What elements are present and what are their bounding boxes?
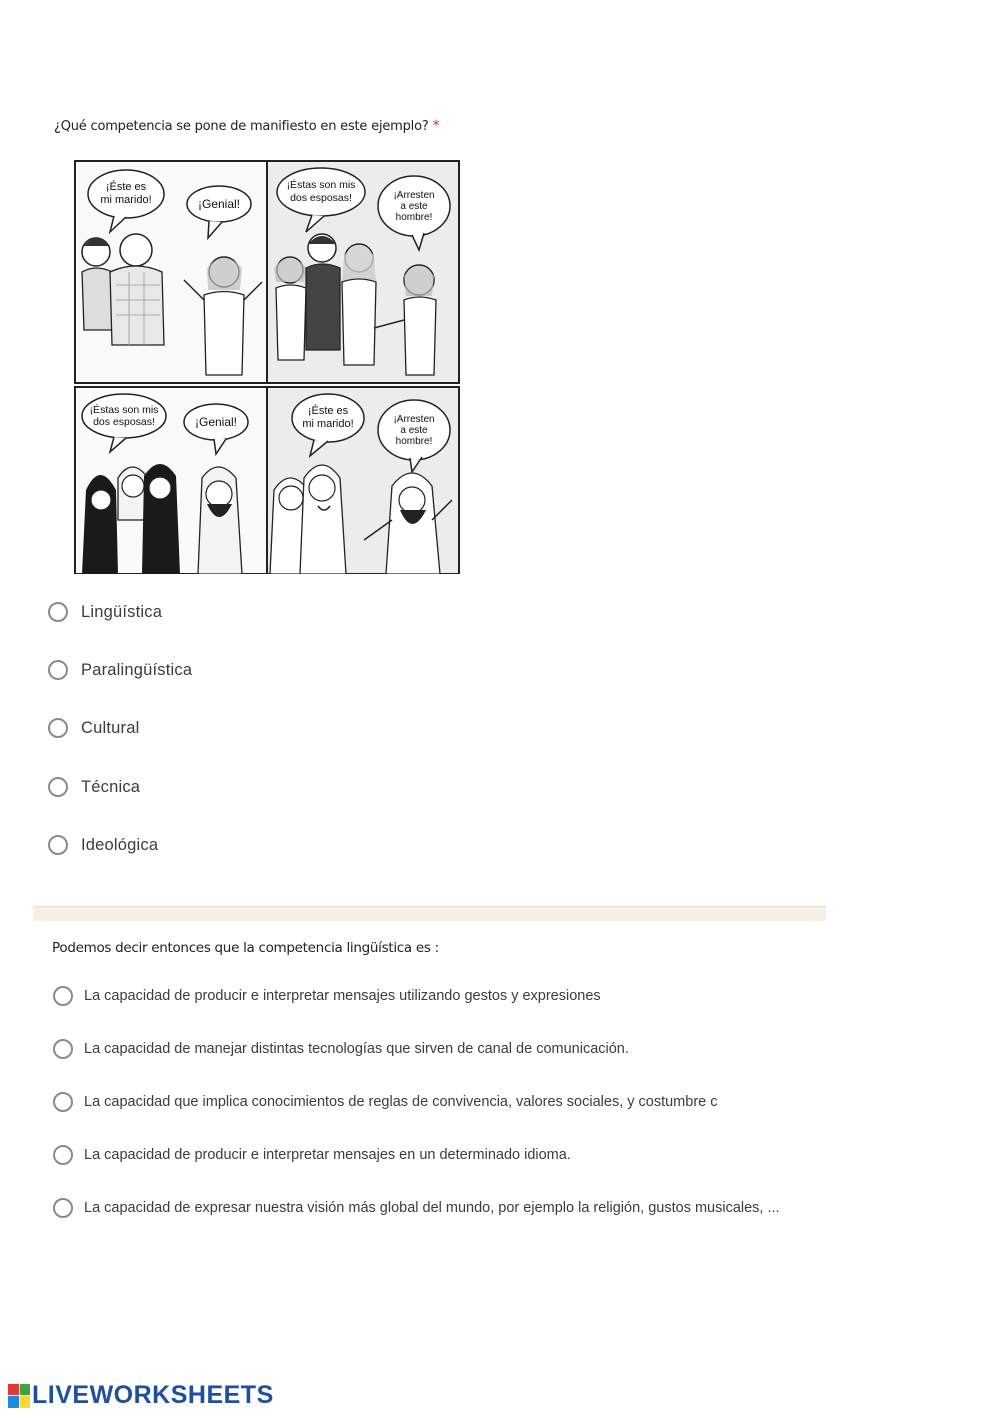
section-divider [33, 906, 826, 921]
bubble-text: dos esposas! [93, 416, 155, 428]
bubble-text: mi marido! [100, 194, 152, 206]
bubble-text: ¡Genial! [197, 197, 241, 211]
bubble-text: ¡Arresten [393, 414, 435, 425]
question-1-option-2[interactable] [48, 660, 192, 680]
option-label: La capacidad de producir e interpretar mensajes utilizando gestos y expresiones [84, 988, 601, 1004]
comic-panel-3 [75, 387, 267, 574]
radio-button[interactable] [53, 986, 73, 1006]
option-label: Ideológica [81, 835, 159, 854]
question-2-option-4[interactable] [53, 1145, 571, 1165]
bubble-text: hombre! [395, 212, 433, 223]
radio-button[interactable] [53, 1198, 73, 1218]
radio-button[interactable] [48, 602, 68, 622]
logo-text: LIVEWORKSHEETS [32, 1381, 274, 1409]
question-1-option-4[interactable] [48, 777, 140, 797]
bubble-text: ¡Éste es [307, 405, 349, 417]
bubble-text: ¡Éstas son mis [286, 179, 356, 191]
logo-grid-icon [8, 1384, 30, 1408]
question-2-option-2[interactable] [53, 1039, 629, 1059]
logo-tile [8, 1384, 19, 1396]
bubble-text: ¡Arresten [393, 190, 435, 201]
comic-illustration [74, 160, 460, 574]
radio-button[interactable] [48, 660, 68, 680]
radio-button[interactable] [53, 1145, 73, 1165]
radio-button[interactable] [48, 777, 68, 797]
bubble-text: mi marido! [302, 418, 354, 430]
radio-button[interactable] [48, 835, 68, 855]
bubble-text: dos esposas! [290, 192, 352, 204]
bubble-text: a este [400, 425, 428, 436]
bubble-text: a este [400, 201, 428, 212]
option-label: Cultural [81, 718, 140, 737]
option-label: La capacidad de producir e interpretar mensajes en un determinado idioma. [84, 1147, 571, 1163]
question-2-option-3[interactable] [53, 1092, 718, 1112]
question-1-option-5[interactable] [48, 835, 158, 855]
option-label: La capacidad que implica conocimientos de reglas de convivencia, valores sociales, y costumbre c [84, 1094, 718, 1110]
bubble-text: ¡Éste es [105, 181, 147, 193]
required-mark: * [432, 118, 440, 134]
question-1-option-3[interactable] [48, 718, 139, 738]
option-label: Técnica [81, 777, 141, 796]
logo-tile [20, 1396, 31, 1408]
comic-panel-4 [267, 387, 459, 574]
liveworksheets-logo [8, 1381, 274, 1410]
question-2-option-5[interactable] [53, 1198, 780, 1218]
question-1-title [54, 118, 439, 134]
radio-button[interactable] [48, 718, 68, 738]
bubble-text: hombre! [395, 436, 433, 447]
comic-panel-2 [267, 161, 459, 383]
bubble-text: ¡Éstas son mis [89, 404, 159, 416]
option-label: La capacidad de expresar nuestra visión más global del mundo, por ejemplo la religión, gustos musicales, ... [84, 1200, 780, 1216]
bubble-text: ¡Genial! [194, 415, 238, 429]
logo-tile [8, 1396, 19, 1408]
option-label: Lingüística [81, 602, 163, 621]
question-1-option-1[interactable] [48, 602, 162, 622]
option-label: Paralingüística [81, 660, 193, 679]
question-1-text: ¿Qué competencia se pone de manifiesto en este ejemplo? [54, 119, 429, 134]
logo-tile [20, 1384, 31, 1396]
question-2-option-1[interactable] [53, 986, 601, 1006]
radio-button[interactable] [53, 1039, 73, 1059]
option-label: La capacidad de manejar distintas tecnologías que sirven de canal de comunicación. [84, 1041, 629, 1057]
question-2-title: Podemos decir entonces que la competencia lingüística es : [52, 940, 439, 956]
radio-button[interactable] [53, 1092, 73, 1112]
comic-panel-1 [75, 161, 267, 383]
